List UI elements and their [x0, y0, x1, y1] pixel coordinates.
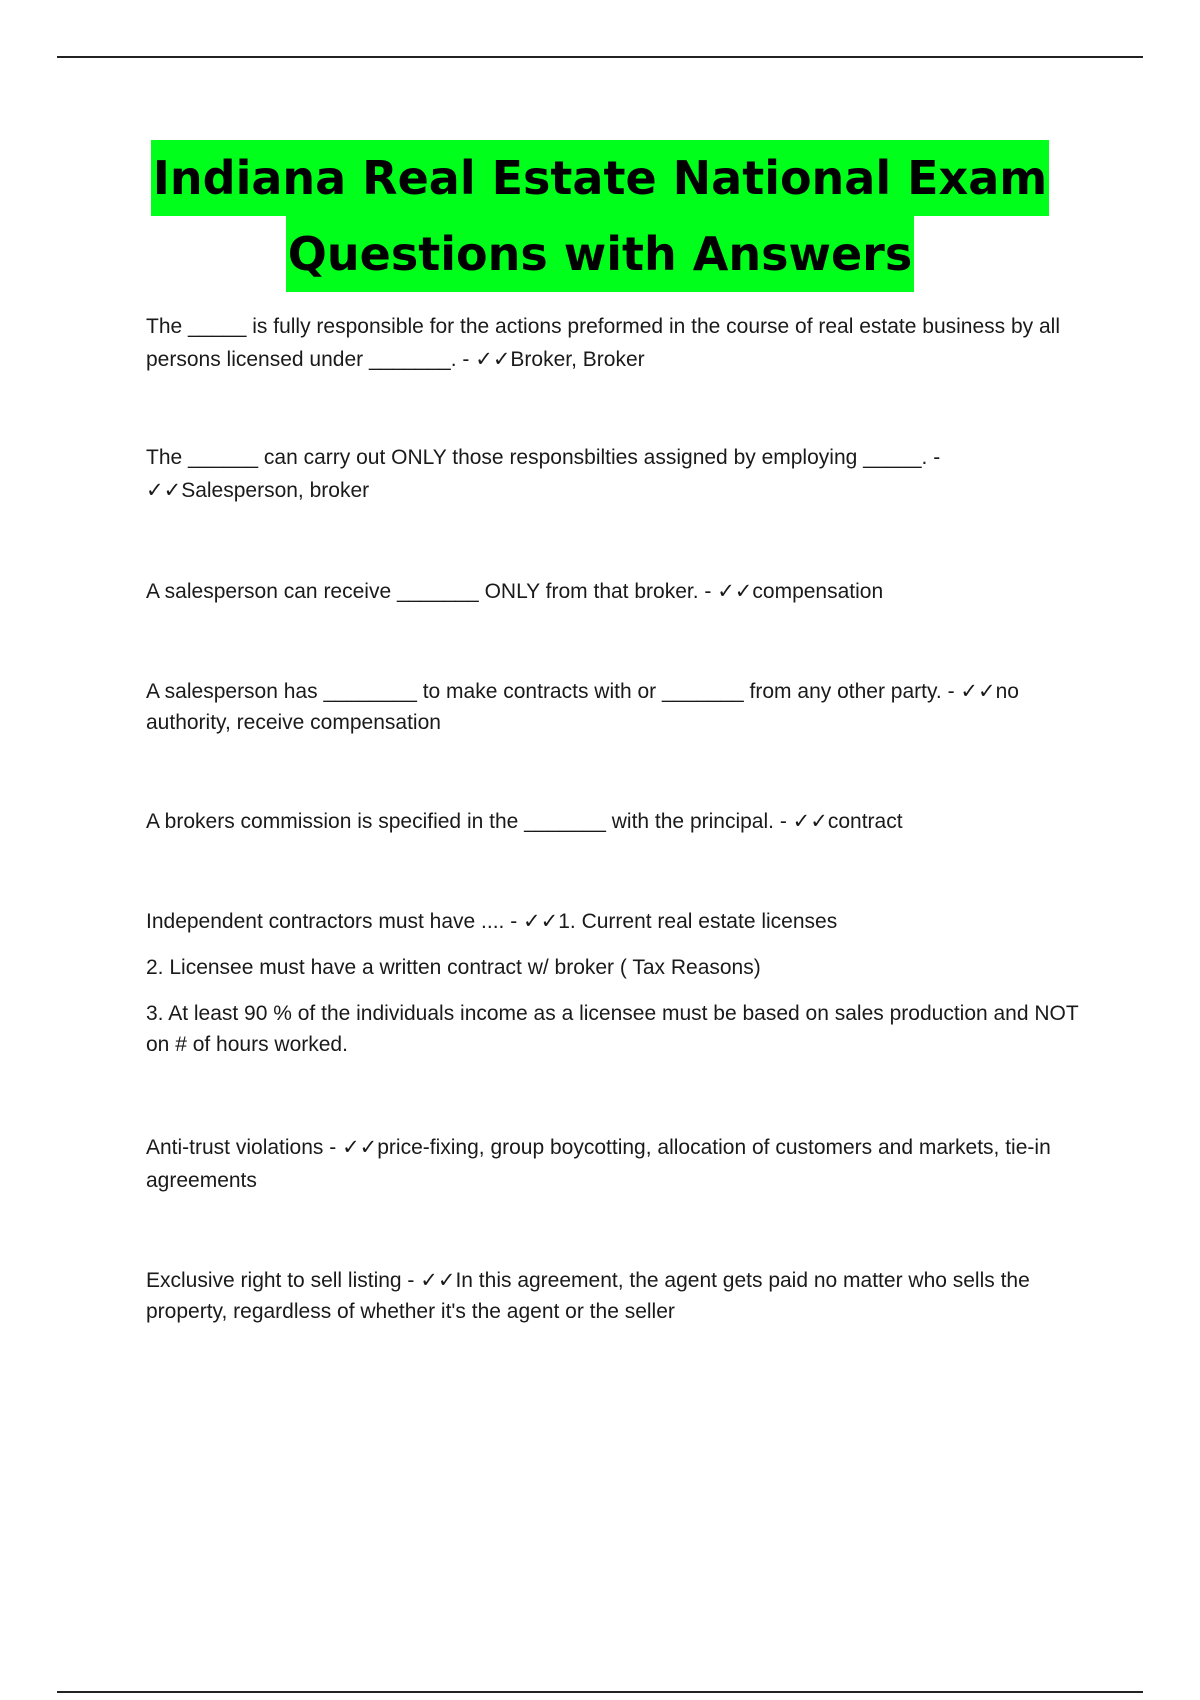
title-line-2: Questions with Answers: [286, 216, 914, 292]
qa-text: Anti-trust violations - ✓✓price-fixing, group boycotting, allocation of customers and markets, tie-in agreements: [146, 1136, 1051, 1192]
qa-text-line-3: 3. At least 90 % of the individuals income as a licensee must be based on sales production and NOT on # of hours worked.: [146, 1002, 1079, 1056]
qa-text: The _____ is fully responsible for the actions preformed in the course of real estate business by all persons licensed under _______. - ✓✓Broker, Broker: [146, 315, 1061, 371]
qa-text: The ______ can carry out ONLY those responsbilties assigned by employing _____. - ✓✓Salesperson, broker: [146, 446, 941, 502]
qa-text: A brokers commission is specified in the _______ with the principal. - ✓✓contract: [146, 810, 903, 833]
qa-text: A salesperson can receive _______ ONLY from that broker. - ✓✓compensation: [146, 580, 884, 603]
qa-item-5: [146, 805, 1096, 853]
qa-text: Exclusive right to sell listing - ✓✓In this agreement, the agent gets paid no matter who sells the property, regardless of whether it's the agent or the seller: [146, 1269, 1030, 1323]
qa-item-4: [146, 676, 1096, 753]
qa-text: A salesperson has ________ to make contracts with or _______ from any other party. - ✓✓no authority, receive compensation: [146, 680, 1019, 734]
qa-item-8: [146, 1265, 1096, 1342]
title-line-1: Indiana Real Estate National Exam: [151, 140, 1049, 216]
qa-text-line-2: 2. Licensee must have a written contract w/ broker ( Tax Reasons): [146, 956, 761, 979]
qa-item-6: [146, 906, 1096, 1075]
document-title: [0, 140, 1200, 292]
top-rule: [57, 56, 1143, 58]
qa-item-2: [146, 441, 1096, 522]
qa-item-3: [146, 575, 1096, 623]
bottom-rule: [57, 1691, 1143, 1693]
qa-item-1: [146, 310, 1096, 391]
qa-item-7: [146, 1131, 1096, 1212]
qa-text: Independent contractors must have .... - ✓✓1. Current real estate licenses: [146, 910, 838, 933]
